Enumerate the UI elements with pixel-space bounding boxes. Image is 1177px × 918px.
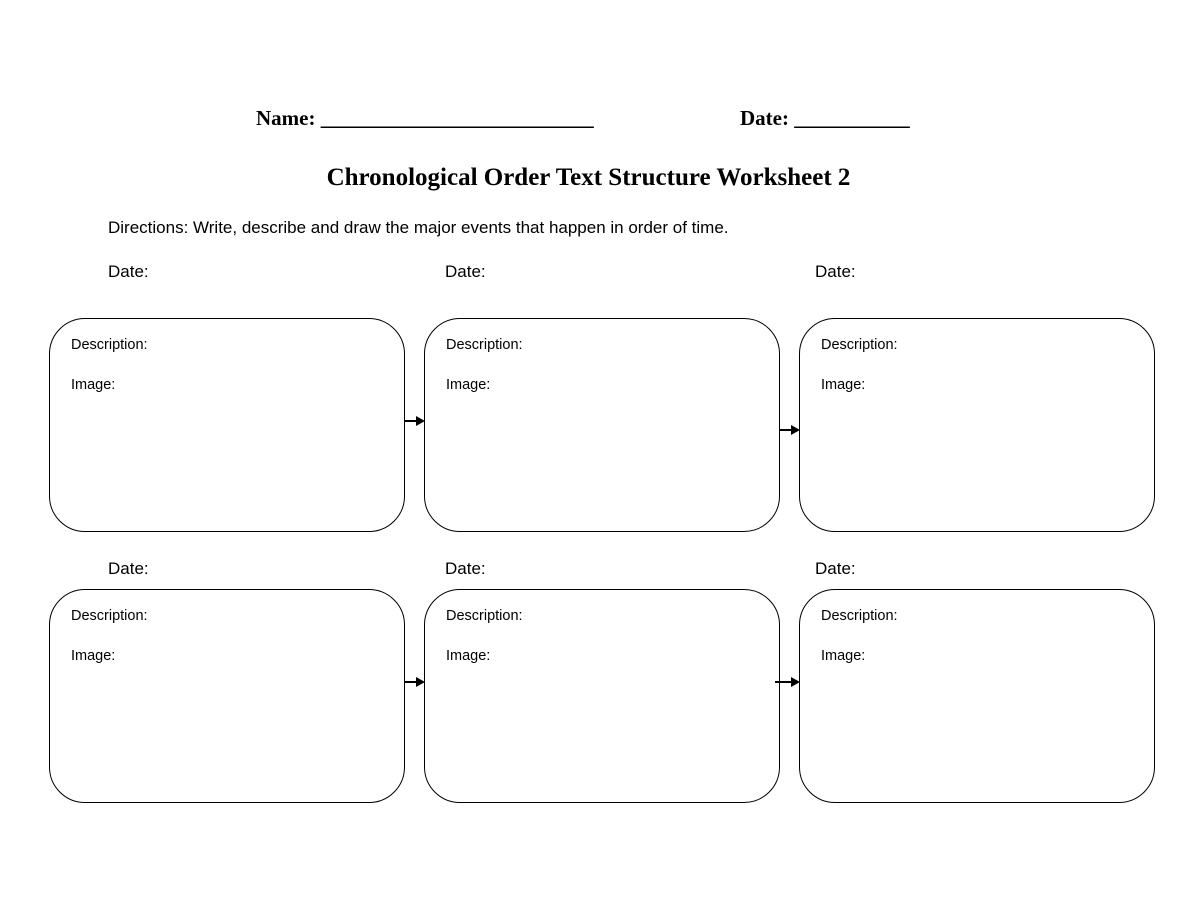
event-5-date-label: Date: (445, 559, 486, 578)
name-field[interactable]: Name: __________________________ (256, 106, 594, 130)
arrow-right-icon (775, 677, 800, 687)
event-6-date-label: Date: (815, 559, 856, 578)
description-label: Description: (446, 608, 523, 624)
event-box-6[interactable] (799, 589, 1155, 803)
event-box-4[interactable] (49, 589, 405, 803)
image-label: Image: (446, 377, 491, 393)
image-label: Image: (71, 648, 116, 664)
event-3-date-label: Date: (815, 262, 856, 281)
event-2-date-label: Date: (445, 262, 486, 281)
event-box-1[interactable] (49, 318, 405, 532)
arrow-right-icon (405, 416, 425, 426)
description-label: Description: (446, 337, 523, 353)
image-label: Image: (821, 377, 866, 393)
description-label: Description: (821, 608, 898, 624)
event-4-date-label: Date: (108, 559, 149, 578)
image-label: Image: (446, 648, 491, 664)
description-label: Description: (821, 337, 898, 353)
image-label: Image: (821, 648, 866, 664)
description-label: Description: (71, 337, 148, 353)
arrow-right-icon (779, 425, 800, 435)
image-label: Image: (71, 377, 116, 393)
page-title: Chronological Order Text Structure Worksheet 2 (326, 164, 851, 191)
directions-text: Directions: Write, describe and draw the major events that happen in order of time. (108, 218, 729, 237)
event-box-3[interactable] (799, 318, 1155, 532)
event-1-date-label: Date: (108, 262, 149, 281)
event-box-5[interactable] (424, 589, 780, 803)
event-box-2[interactable] (424, 318, 780, 532)
description-label: Description: (71, 608, 148, 624)
arrow-right-icon (405, 677, 425, 687)
date-field[interactable]: Date: ___________ (740, 106, 910, 130)
